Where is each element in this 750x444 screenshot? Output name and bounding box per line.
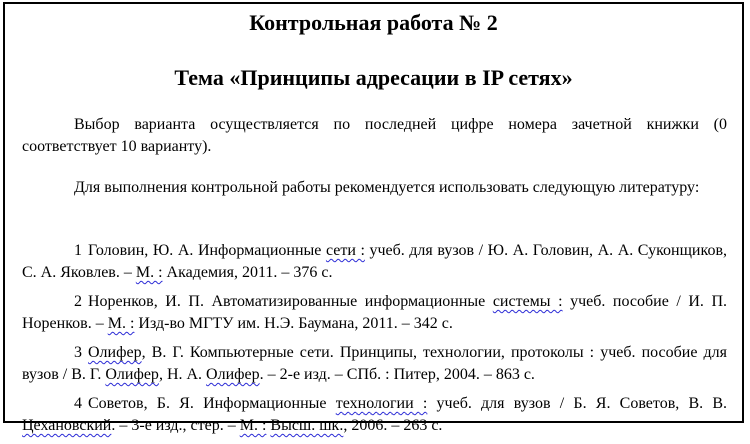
- reference-item: [22, 393, 727, 437]
- reference-text: учеб. для вузов / Ю. А. Головин, А. А. Суконщиков, С. А. Яковлев. –: [22, 242, 727, 281]
- reference-text: Головин, Ю. А. Информационные: [88, 242, 326, 259]
- spellcheck-flagged-text: Олифер: [88, 344, 142, 361]
- reference-text: учеб. пособие / И. П. Норенков. –: [22, 293, 727, 332]
- reference-text: учеб. для вузов / Б. Я. Советов, В. В.: [427, 395, 728, 412]
- reference-text: Изд-во МГТУ им. Н.Э. Баумана, 2011. – 342 с.: [134, 315, 453, 332]
- reference-text: Академия, 2011. – 376 с.: [162, 264, 333, 281]
- reference-number: 4: [74, 395, 82, 412]
- reference-item: [22, 291, 727, 335]
- spellcheck-flagged-text: М. :: [239, 417, 267, 434]
- spellcheck-flagged-text: М. :: [135, 264, 163, 281]
- reference-list: [22, 240, 727, 444]
- reference-number: 2: [74, 293, 82, 310]
- reference-text: , В. Г. Компьютерные сети. Принципы, технологии, протоколы : учеб. пособие для вузов / В. Г.: [22, 344, 727, 383]
- reference-number: 1: [74, 242, 82, 259]
- spellcheck-flagged-text: Олифер: [206, 366, 260, 383]
- spellcheck-flagged-text: системы :: [492, 293, 563, 310]
- literature-paragraph: Для выполнения контрольной работы рекомендуется использовать следующую литературу:: [74, 179, 700, 196]
- document-topic: Тема «Принципы адресации в IP сетях»: [174, 65, 573, 90]
- spellcheck-flagged-text: технологии :: [335, 395, 428, 412]
- spellcheck-flagged-text: Высш. шк.: [270, 417, 344, 434]
- reference-text: . – 2-е изд. – СПб. : Питер, 2004. – 863 с.: [259, 366, 535, 383]
- spellcheck-flagged-text: М. :: [107, 315, 135, 332]
- spellcheck-flagged-text: сети :: [325, 242, 365, 259]
- reference-text: Советов, Б. Я. Информационные: [88, 395, 336, 412]
- reference-item: [22, 240, 727, 284]
- document-page: [3, 2, 744, 434]
- reference-item: [22, 342, 727, 386]
- variant-paragraph: Выбор варианта осуществляется по последней цифре номера зачетной книжки (0 соответствует 10 варианту).: [22, 116, 727, 155]
- reference-text: , 2006. – 263 с.: [343, 417, 443, 434]
- reference-text: Норенков, И. П. Автоматизированные информационные: [88, 293, 493, 310]
- reference-text: . – 3-е изд., стер. –: [111, 417, 240, 434]
- document-title: Контрольная работа № 2: [249, 10, 498, 35]
- spellcheck-flagged-text: Олифер: [105, 366, 159, 383]
- spellcheck-flagged-text: Цехановский: [22, 417, 112, 434]
- reference-text: , Н. А.: [158, 366, 207, 383]
- reference-number: 3: [74, 344, 82, 361]
